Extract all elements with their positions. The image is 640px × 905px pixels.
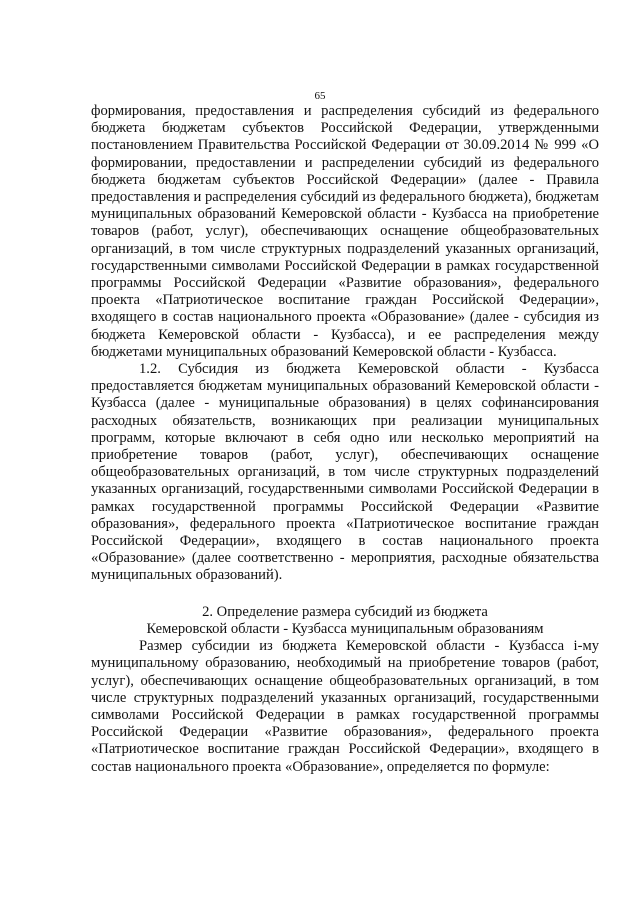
section-heading-line-2: Кемеровской области - Кузбасса муниципальным образованиям: [146, 620, 544, 637]
page-number: 65: [314, 90, 326, 102]
section-heading-line-1: 2. Определение размера субсидий из бюджета: [202, 603, 488, 620]
section-heading: [91, 604, 599, 638]
paragraph-1-2: 1.2. Субсидия из бюджета Кемеровской области - Кузбасса предоставляется бюджетам муниципальных образований Кемеровской области - Кузбасса (далее - муниципальные образования) в целях софинансирования расходных обязательств, возникающих при реализации муниципальных программ, которые включают в себя одно или несколько мероприятий на приобретение товаров (работ, услуг), обеспечивающих оснащение общеобразовательных организаций, в том числе структурных подразделений указанных организаций, государственными символами Российской Федерации в рамках государственной программы Российской Федерации «Развитие образования», федерального проекта «Патриотическое воспитание граждан Российской Федерации», входящего в состав национального проекта «Образование» (далее соответственно - мероприятия, расходные обязательства муниципальных образований).: [91, 361, 599, 584]
paragraph-continuation: формирования, предоставления и распределения субсидий из федерального бюджета бюджетам субъектов Российской Федерации, утвержденными постановлением Правительства Российской Федерации от 30.09.2014 № 999 «О формировании, предоставлении и распределении субсидий из федерального бюджета бюджетам субъектов Российской Федерации» (далее - Правила предоставления и распределения субсидий из федерального бюджета), бюджетам муниципальных образований Кемеровской области - Кузбасса на приобретение товаров (работ, услуг), обеспечивающих оснащение общеобразовательных организаций, в том числе структурных подразделений указанных организаций, государственными символами Российской Федерации в рамках государственной программы Российской Федерации «Развитие образования», федерального проекта «Патриотическое воспитание граждан Российской Федерации», входящего в состав национального проекта «Образование» (далее - субсидия из бюджета Кемеровской области - Кузбасса), и ее распределения между бюджетами муниципальных образований Кемеровской области - Кузбасса.: [91, 103, 599, 360]
paragraph-subsidy-size: Размер субсидии из бюджета Кемеровской области - Кузбасса i-му муниципальному образованию, необходимый на приобретение товаров (работ, услуг), обеспечивающих оснащение общеобразовательных организаций, в том числе структурных подразделений указанных организаций, государственными символами Российской Федерации в рамках государственной программы Российской Федерации «Развитие образования», федерального проекта «Патриотическое воспитание граждан Российской Федерации», входящего в состав национального проекта «Образование», определяется по формуле:: [91, 638, 599, 775]
document-body: [91, 103, 599, 776]
